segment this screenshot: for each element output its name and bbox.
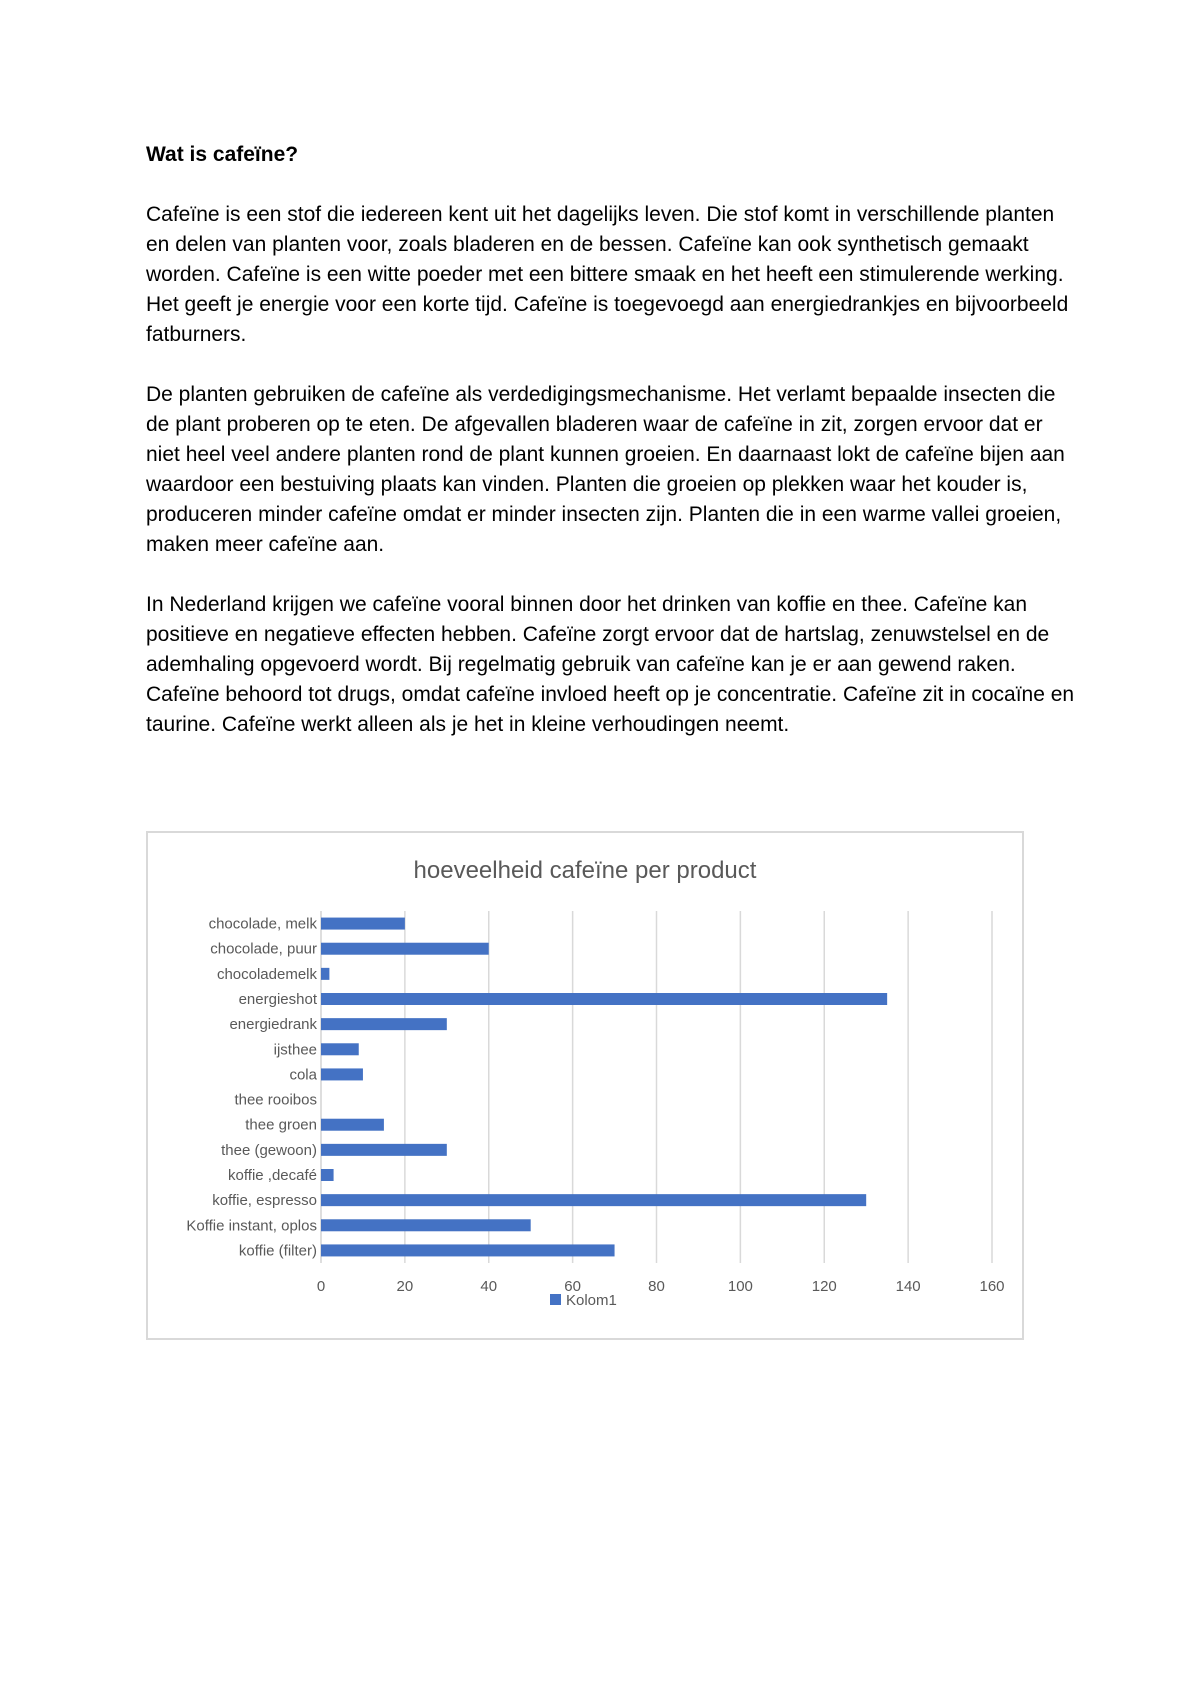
category-label-7: thee rooibos [234,1091,317,1109]
bar-11 [321,1194,866,1206]
category-label-8: thee groen [245,1116,317,1134]
bar-10 [321,1169,334,1181]
bar-4 [321,1018,447,1030]
category-label-12: Koffie instant, oplos [186,1217,317,1235]
category-label-2: chocolademelk [216,965,317,983]
paragraph-3: In Nederland krijgen we cafeïne vooral binnen door het drinken van koffie en thee. Cafeïne kan positieve en negatieve effecten hebben. Cafeïne zorgt ervoor dat de hartslag, zenuwstelsel en de ademhaling opgevoerd wordt. Bij regelmatig gebruik van cafeïne kan je er aan gewend raken. Cafeïne behoord tot drugs, omdat cafeïne invloed heeft op je concentratie. Cafeïne zit in cocaïne en taurine. Cafeïne werkt alleen als je het in kleine verhoudingen neemt. [146,593,1075,736]
chart-title: hoeveelheid cafeïne per product [413,857,757,884]
category-label-3: energieshot [238,991,317,1008]
tick-label-100: 100 [727,1278,753,1295]
bar-2 [321,968,329,980]
tick-label-0: 0 [316,1278,326,1295]
legend-swatch [550,1294,561,1305]
tick-label-40: 40 [480,1278,498,1295]
chart-svg [148,833,1022,1338]
bar-9 [321,1144,447,1156]
category-label-9: thee (gewoon) [221,1141,317,1159]
bar-13 [321,1244,615,1256]
bar-8 [321,1119,384,1131]
tick-label-140: 140 [895,1278,921,1295]
tick-label-120: 120 [811,1278,837,1295]
document-body [146,140,1076,770]
bar-12 [321,1219,531,1231]
bar-3 [321,993,887,1005]
tick-label-80: 80 [648,1278,665,1295]
category-label-13: koffie (filter) [238,1242,317,1260]
category-label-5: ijsthee [273,1041,317,1059]
category-label-1: chocolade, puur [210,940,317,958]
category-label-11: koffie, espresso [212,1192,317,1210]
document-heading: Wat is cafeïne? [146,143,299,166]
paragraph-1: Cafeïne is een stof die iedereen kent uit het dagelijks leven. Die stof komt in verschillende planten en delen van planten voor, zoals bladeren en de bessen. Cafeïne kan ook synthetisch gemaakt worden. Cafeïne is een witte poeder met een bittere smaak en het heeft een stimulerende werking. Het geeft je energie voor een korte tijd. Cafeïne is toegevoegd aan energiedrankjes en bijvoorbeeld fatburners. [146,203,1069,346]
category-label-4: energiedrank [229,1016,317,1034]
tick-label-160: 160 [979,1278,1005,1295]
bar-1 [321,943,489,955]
bar-5 [321,1043,359,1055]
caffeine-chart [146,831,1024,1340]
category-label-6: cola [289,1066,317,1084]
legend-label: Kolom1 [566,1292,617,1309]
category-label-0: chocolade, melk [208,915,317,933]
tick-label-20: 20 [396,1278,414,1295]
bar-6 [321,1068,363,1080]
tick-label-60: 60 [564,1278,581,1295]
bar-0 [321,918,405,930]
paragraph-2: De planten gebruiken de cafeïne als verdedigingsmechanisme. Het verlamt bepaalde insecten die de plant proberen op te eten. De afgevallen bladeren waar de cafeïne in zit, zorgen ervoor dat er niet heel veel andere planten rond de plant kunnen groeien. En daarnaast lokt de cafeïne bijen aan waardoor een bestuiving plaats kan vinden. Planten die groeien op plekken waar het kouder is, produceren minder cafeïne omdat er minder insecten zijn. Planten die in een warme vallei groeien, maken meer cafeïne aan. [146,383,1065,556]
category-label-10: koffie ,decafé [228,1167,317,1184]
